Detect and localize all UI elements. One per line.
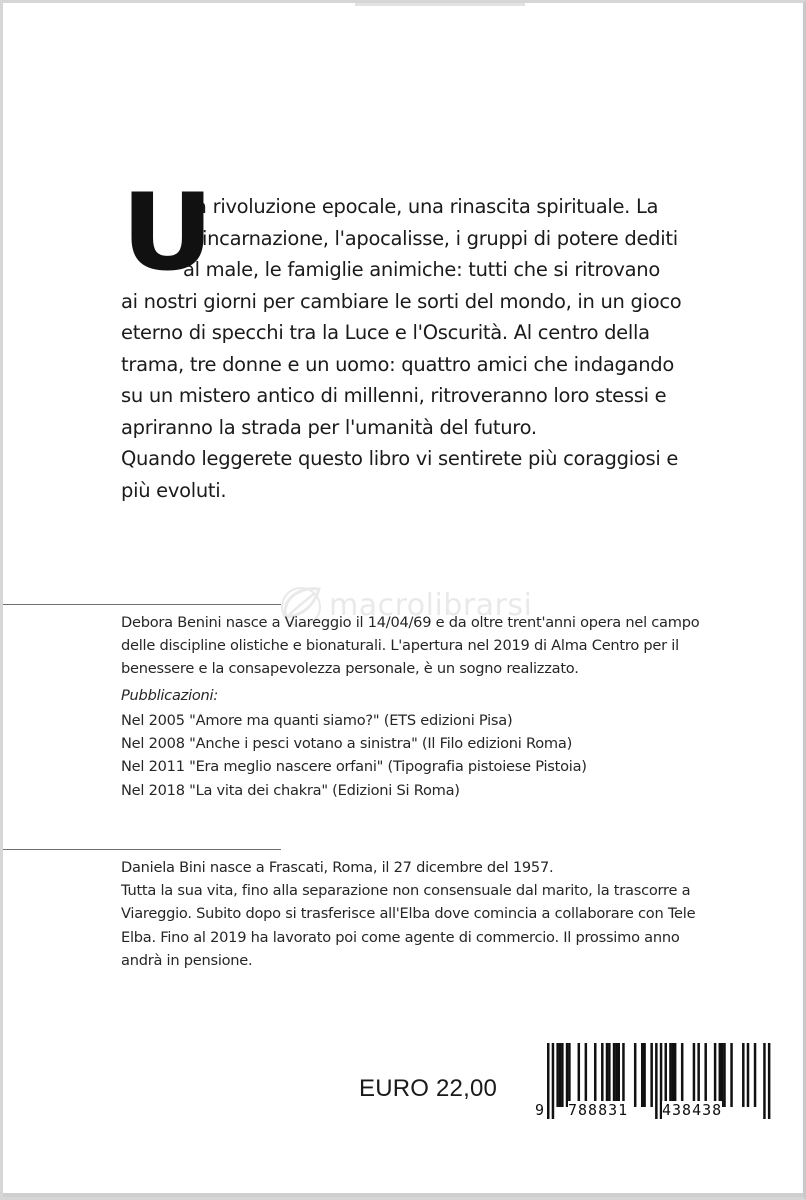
- blurb-line: eterno di specchi tra la Luce e l'Oscurità. Al centro della: [121, 321, 650, 344]
- barcode-bar: [721, 1043, 724, 1107]
- bio-line: Daniela Bini nasce a Frascati, Roma, il 27 dicembre del 1957.: [121, 859, 554, 876]
- bio-line: Debora Benini nasce a Viareggio il 14/04/69 e da oltre trent'anni opera nel campo: [121, 614, 700, 631]
- bio-line: Tutta la sua vita, fino alla separazione non consensuale dal marito, la trascorre a: [121, 882, 691, 900]
- bio-line: Viareggio. Subito dopo si trasferisce all'Elba dove comincia a collaborare con Tele: [121, 905, 696, 923]
- blurb-line: reincarnazione, l'apocalisse, i gruppi di potere dediti: [183, 226, 678, 250]
- barcode-left-digits: 788831: [568, 1101, 629, 1119]
- barcode-bar: [568, 1043, 571, 1107]
- top-edge-mark: [355, 3, 525, 6]
- barcode-bar: [601, 1043, 604, 1107]
- blurb-line: na rivoluzione epocale, una rinascita spirituale. La: [183, 195, 659, 218]
- blurb-line: apriranno la strada per l'umanità del futuro.: [121, 415, 537, 439]
- barcode-bar: [665, 1043, 668, 1107]
- barcode-bar: [674, 1043, 677, 1107]
- publication-item: Nel 2005 "Amore ma quanti siamo?" (ETS edizioni Pisa): [121, 712, 513, 729]
- barcode-bar: [618, 1043, 621, 1107]
- barcode-bar: [697, 1043, 700, 1107]
- bio-line: andrà in pensione.: [121, 951, 253, 969]
- barcode-bar: [714, 1043, 717, 1107]
- blurb: [121, 171, 721, 506]
- publication-item: Nel 2008 "Anche i pesci votano a sinistra" (Il Filo edizioni Roma): [121, 735, 573, 753]
- barcode-bar: [719, 1043, 722, 1107]
- barcode-bar: [730, 1043, 733, 1107]
- section-divider: [3, 849, 281, 850]
- blurb-line: trama, tre donne e un uomo: quattro amici che indagando: [121, 352, 674, 376]
- barcode-bar: [594, 1043, 597, 1107]
- blurb-line: al male, le famiglie animiche: tutti che si ritrovano: [183, 258, 660, 281]
- barcode-bar: [561, 1043, 564, 1107]
- barcode-bar: [669, 1043, 672, 1107]
- barcode-bar: [768, 1043, 771, 1119]
- author-bio-benini: [121, 611, 741, 681]
- bio-line: benessere e la consapevolezza personale, è un sogno realizzato.: [121, 660, 579, 678]
- blurb-line: ai nostri giorni per cambiare le sorti del mondo, in un gioco: [121, 289, 682, 313]
- barcode-first-digit: 9: [535, 1101, 546, 1119]
- publications-list: [121, 709, 741, 802]
- barcode-bar: [747, 1043, 750, 1107]
- barcode-bar: [650, 1043, 653, 1107]
- publications-heading: Pubblicazioni:: [121, 687, 219, 704]
- barcode-bar: [559, 1043, 562, 1107]
- barcode-bar: [578, 1043, 581, 1107]
- watermark-text: macrolibrarsi: [329, 587, 533, 623]
- barcode-bar: [681, 1043, 684, 1107]
- barcode-bar: [556, 1043, 559, 1107]
- publication-item: Nel 2011 "Era meglio nascere orfani" (Tipografia pistoiese Pistoia): [121, 758, 587, 776]
- blurb-line: più evoluti.: [121, 478, 227, 502]
- drop-cap: U: [121, 171, 214, 294]
- bio-line: Elba. Fino al 2019 ha lavorato poi come agente di commercio. Il prossimo anno: [121, 928, 680, 946]
- blurb-line: su un mistero antico di millenni, ritroveranno loro stessi e: [121, 384, 667, 407]
- barcode-bar: [566, 1043, 569, 1107]
- barcode-bar: [693, 1043, 696, 1107]
- barcode-bar: [672, 1043, 675, 1107]
- barcode-bar: [763, 1043, 766, 1119]
- barcode-bar: [742, 1043, 745, 1107]
- section-divider: [3, 604, 281, 605]
- barcode-bar: [634, 1043, 637, 1107]
- blurb-line: Quando leggerete questo libro vi sentirete più coraggiosi e: [121, 447, 679, 470]
- barcode-bar: [655, 1043, 658, 1119]
- barcode-bar: [608, 1043, 611, 1107]
- author-bio-bini: [121, 856, 741, 972]
- barcode-bar: [754, 1043, 757, 1107]
- price-label: EURO 22,00: [359, 1075, 498, 1102]
- barcode-bar: [723, 1043, 726, 1107]
- barcode-bar: [622, 1043, 625, 1107]
- barcode-bar: [552, 1043, 555, 1119]
- barcode-bar: [606, 1043, 609, 1107]
- barcode-bar: [643, 1043, 646, 1107]
- bio-line: delle discipline olistiche e bionaturali. L'apertura nel 2019 di Alma Centro per il: [121, 637, 679, 655]
- barcode-bar: [704, 1043, 707, 1107]
- barcode-bar: [547, 1043, 550, 1119]
- barcode-bar: [641, 1043, 644, 1107]
- barcode-bar: [585, 1043, 588, 1107]
- barcode-right-digits: 438438: [662, 1101, 723, 1119]
- barcode-bar: [615, 1043, 618, 1107]
- publication-item: Nel 2018 "La vita dei chakra" (Edizioni Si Roma): [121, 781, 460, 799]
- barcode-bar: [613, 1043, 616, 1107]
